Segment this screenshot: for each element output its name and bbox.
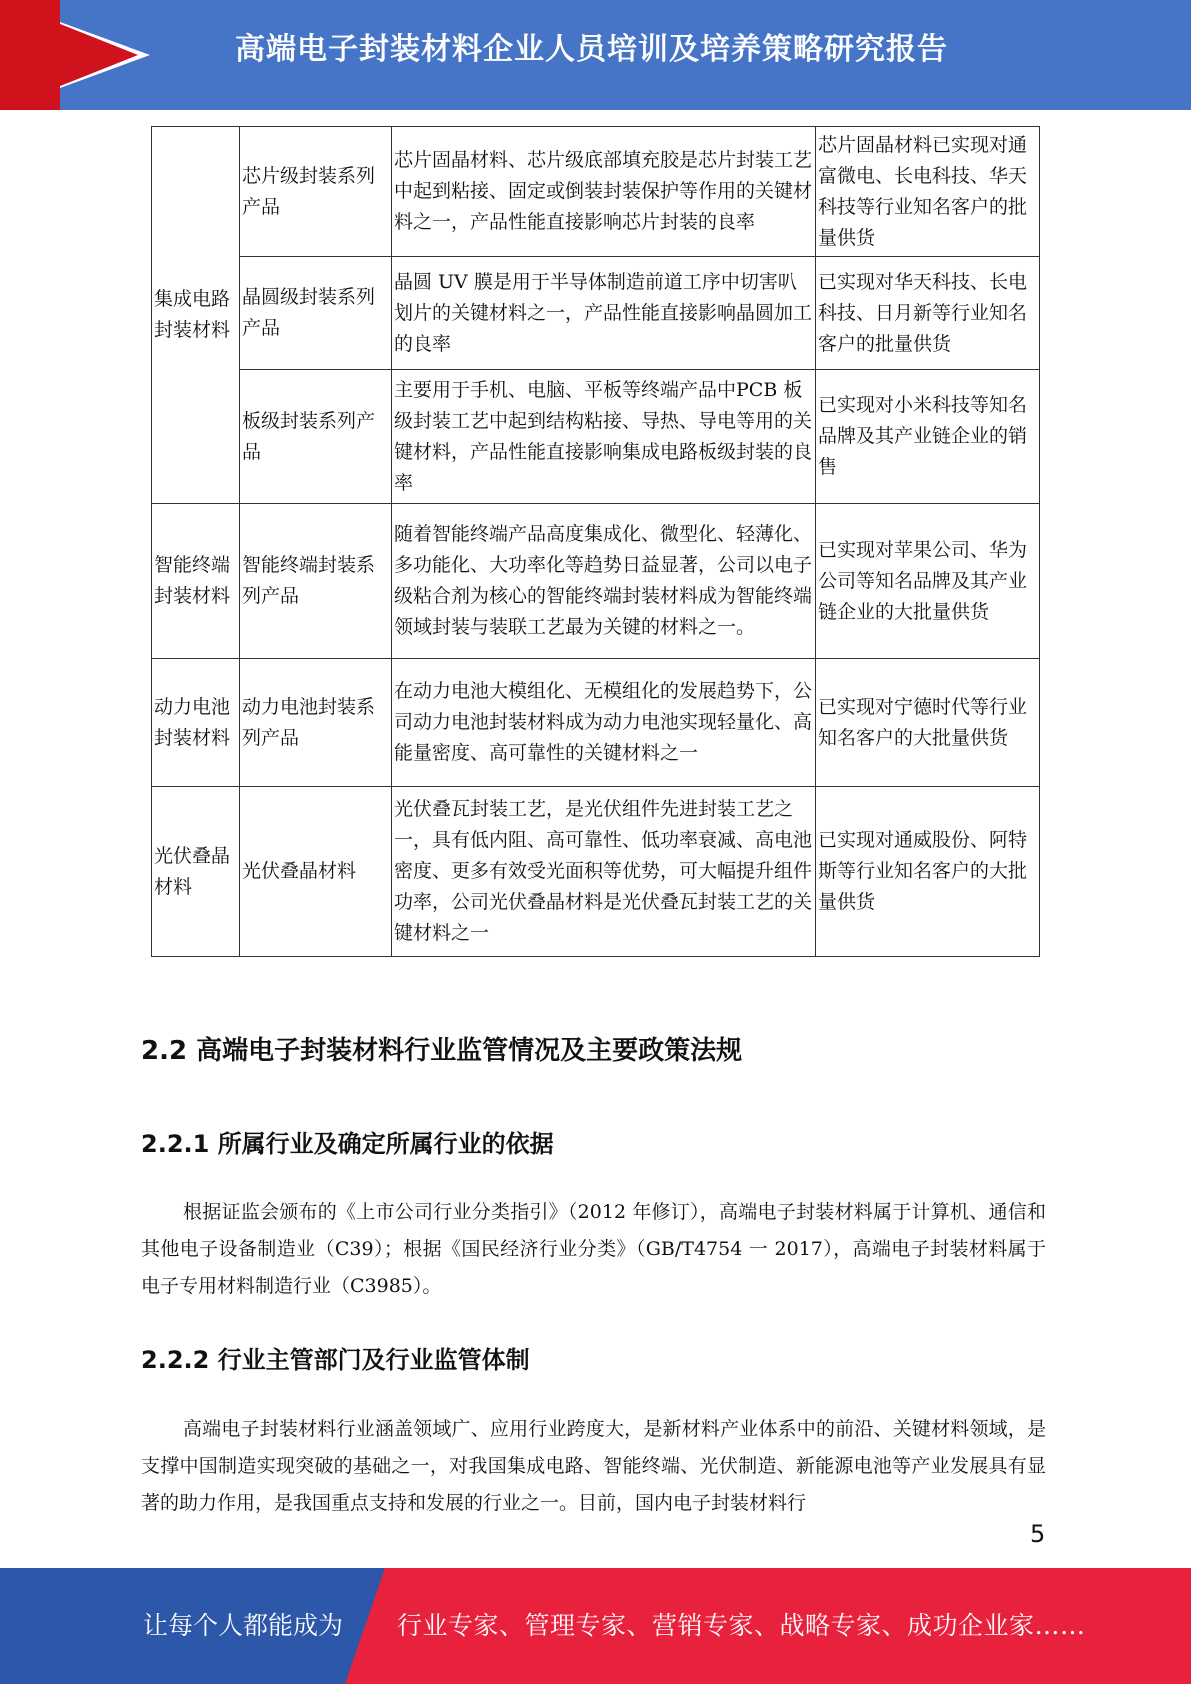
customers-cell: 已实现对小米科技等知名品牌及其产业链企业的销售 bbox=[816, 370, 1040, 504]
page-header bbox=[0, 0, 1191, 110]
section-heading-2-2-2: 2.2.2 行业主管部门及行业监管体制 bbox=[141, 1346, 530, 1374]
table-row bbox=[152, 257, 1040, 370]
table-row bbox=[152, 370, 1040, 504]
table-row bbox=[152, 659, 1040, 787]
customers-cell: 已实现对华天科技、长电科技、日月新等行业知名客户的批量供货 bbox=[816, 257, 1040, 370]
product-cell: 晶圆级封装系列产品 bbox=[240, 257, 392, 370]
product-cell: 光伏叠晶材料 bbox=[240, 787, 392, 957]
table-row bbox=[152, 127, 1040, 257]
product-cell: 智能终端封装系列产品 bbox=[240, 504, 392, 659]
customers-cell: 已实现对宁德时代等行业知名客户的大批量供货 bbox=[816, 659, 1040, 787]
paragraph-regulation: 高端电子封装材料行业涵盖领域广、应用行业跨度大，是新材料产业体系中的前沿、关键材料领域，是支撑中国制造实现突破的基础之一，对我国集成电路、智能终端、光伏制造、新能源电池等产业发展具有显著的助力作用，是我国重点支持和发展的行业之一。目前，国内电子封装材料行 bbox=[141, 1418, 1046, 1514]
description-cell: 光伏叠瓦封装工艺，是光伏组件先进封装工艺之一，具有低内阻、高可靠性、低功率衰减、高电池密度、更多有效受光面积等优势，可大幅提升组件功率，公司光伏叠晶材料是光伏叠瓦封装工艺的关键材料之一 bbox=[392, 787, 816, 957]
category-cell: 光伏叠晶材料 bbox=[152, 787, 240, 957]
section-heading-2-2: 2.2 高端电子封装材料行业监管情况及主要政策法规 bbox=[141, 1036, 743, 1066]
page-footer bbox=[0, 1568, 1191, 1684]
header-arrow-red bbox=[0, 0, 138, 110]
footer-slogan-right: 行业专家、管理专家、营销专家、战略专家、成功企业家…… bbox=[397, 1611, 1086, 1640]
description-cell: 随着智能终端产品高度集成化、微型化、轻薄化、多功能化、大功率化等趋势日益显著，公司以电子级粘合剂为核心的智能终端封装材料成为智能终端领域封装与装联工艺最为关键的材料之一。 bbox=[392, 504, 816, 659]
description-cell: 芯片固晶材料、芯片级底部填充胶是芯片封装工艺中起到粘接、固定或倒装封装保护等作用的关键材料之一，产品性能直接影响芯片封装的良率 bbox=[392, 127, 816, 257]
product-table bbox=[151, 126, 1040, 957]
customers-cell: 已实现对苹果公司、华为公司等知名品牌及其产业链企业的大批量供货 bbox=[816, 504, 1040, 659]
description-cell: 晶圆 UV 膜是用于半导体制造前道工序中切害叭划片的关键材料之一，产品性能直接影响晶圆加工的良率 bbox=[392, 257, 816, 370]
product-cell: 动力电池封装系列产品 bbox=[240, 659, 392, 787]
category-cell: 动力电池封装材料 bbox=[152, 659, 240, 787]
description-cell: 主要用于手机、电脑、平板等终端产品中PCB 板级封装工艺中起到结构粘接、导热、导电等用的关键材料，产品性能直接影响集成电路板级封装的良率 bbox=[392, 370, 816, 504]
customers-cell: 已实现对通威股份、阿特斯等行业知名客户的大批量供货 bbox=[816, 787, 1040, 957]
table-row bbox=[152, 787, 1040, 957]
table-row bbox=[152, 504, 1040, 659]
section-heading-2-2-1: 2.2.1 所属行业及确定所属行业的依据 bbox=[141, 1130, 554, 1158]
category-cell: 集成电路封装材料 bbox=[152, 127, 240, 504]
footer-blue-slant bbox=[345, 1568, 385, 1684]
header-title: 高端电子封装材料企业人员培训及培养策略研究报告 bbox=[235, 32, 948, 67]
paragraph-industry-basis: 根据证监会颁布的《上市公司行业分类指引》（2012 年修订），高端电子封装材料属于计算机、通信和其他电子设备制造业（C39）；根据《国民经济行业分类》（GB/T4754 一 2017），高端电子封装材料属于电子专用材料制造行业（C3985）。 bbox=[141, 1201, 1046, 1297]
product-cell: 板级封装系列产品 bbox=[240, 370, 392, 504]
description-cell: 在动力电池大模组化、无模组化的发展趋势下，公司动力电池封装材料成为动力电池实现轻量化、高能量密度、高可靠性的关键材料之一 bbox=[392, 659, 816, 787]
footer-slogan-left: 让每个人都能成为 bbox=[143, 1611, 344, 1640]
category-cell: 智能终端封装材料 bbox=[152, 504, 240, 659]
product-cell: 芯片级封装系列产品 bbox=[240, 127, 392, 257]
page-number: 5 bbox=[1030, 1520, 1046, 1548]
customers-cell: 芯片固晶材料已实现对通富微电、长电科技、华天科技等行业知名客户的批量供货 bbox=[816, 127, 1040, 257]
